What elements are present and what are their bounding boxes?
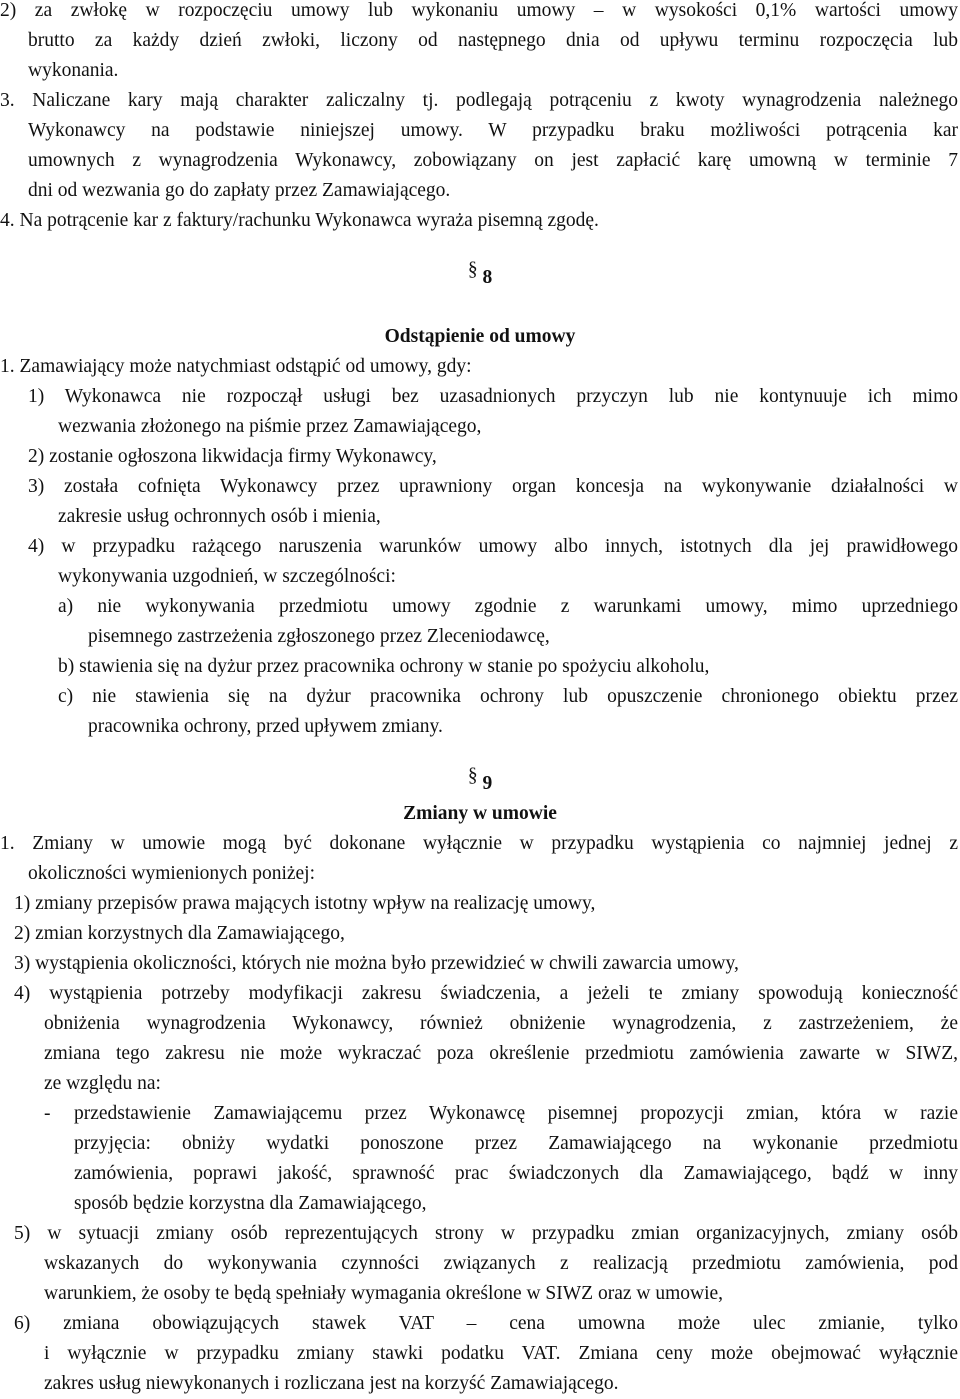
list-item: c) nie stawienia się na dyżur pracownika ochrony lub opuszczenie chronionego obiektu przez <box>58 686 958 707</box>
list-item: a) nie wykonywania przedmiotu umowy zgodnie z warunkami umowy, mimo uprzedniego <box>58 596 958 617</box>
list-item: 5) w sytuacji zmiany osób reprezentujących strony w przypadku zmian organizacyjnych, zmiany osób <box>14 1223 958 1244</box>
text-line: wezwania złożonego na piśmie przez Zamawiającego, <box>58 416 482 437</box>
text-line: 3. Naliczane kary mają charakter zaliczalny tj. podlegają potrąceniu z kwoty wynagrodzenia należnego <box>0 90 958 111</box>
dash-bullet: - <box>44 1103 51 1124</box>
text-line: 1. Zamawiający może natychmiast odstąpić od umowy, gdy: <box>0 356 472 377</box>
text-line: Wykonawcy na podstawie niniejszej umowy. W przypadku braku możliwości potrącenia kar <box>28 120 958 141</box>
text-line: brutto za każdy dzień zwłoki, liczony od następnego dnia od upływu terminu rozpoczęcia lub <box>28 30 958 51</box>
text-line: wykonywania uzgodnień, w szczególności: <box>58 566 396 587</box>
text-line: okoliczności wymienionych poniżej: <box>28 863 316 884</box>
list-item: 1) Wykonawca nie rozpoczął usługi bez uzasadnionych przyczyn lub nie kontynuuje ich mimo <box>28 386 958 407</box>
section-number-value: 8 <box>482 267 493 288</box>
section-number-value: 9 <box>482 773 493 794</box>
text-line: wykonania. <box>28 60 119 81</box>
text-line: i wyłącznie w przypadku zmiany stawki podatku VAT. Zmiana ceny może obejmować wyłącznie <box>44 1343 958 1364</box>
text-line: obniżenia wynagrodzenia Wykonawcy, również obniżenie wynagrodzenia, z zastrzeżeniem, że <box>44 1013 958 1034</box>
text-line: pisemnego zastrzeżenia zgłoszonego przez Zleceniodawcę, <box>88 626 550 647</box>
list-item: 4) w przypadku rażącego naruszenia warunków umowy albo innych, istotnych dla jej prawidłowego <box>28 536 958 557</box>
text-line: zmiana tego zakresu nie może wykraczać poza określenie przedmiotu zamówienia zawarte w SIWZ, <box>44 1043 958 1064</box>
section-symbol: § <box>467 765 478 786</box>
list-item: 4) wystąpienia potrzeby modyfikacji zakresu świadczenia, a jeżeli te zmiany spowodują konieczność <box>14 983 958 1004</box>
text-line: warunkiem, że osoby te będą spełniały wymagania określone w SIWZ oraz w umowie, <box>44 1283 724 1304</box>
text-line: dni od wezwania go do zapłaty przez Zamawiającego. <box>28 180 451 201</box>
text-line: sposób będzie korzystna dla Zamawiającego, <box>74 1193 427 1214</box>
list-item: b) stawienia się na dyżur przez pracownika ochrony w stanie po spożyciu alkoholu, <box>58 656 710 677</box>
text-line: 4. Na potrącenie kar z faktury/rachunku Wykonawca wyraża pisemną zgodę. <box>0 210 599 231</box>
text-line: zamówienia, poprawi jakość, sprawność prac świadczonych dla Zamawiającego, bądź w inny <box>74 1163 958 1184</box>
section-number <box>0 765 960 799</box>
list-item: 2) zmian korzystnych dla Zamawiającego, <box>14 923 345 944</box>
text-line: zakresie usług ochronnych osób i mienia, <box>58 506 381 527</box>
list-item: 1) zmiany przepisów prawa mających istotny wpływ na realizację umowy, <box>14 893 596 914</box>
text-line: 1. Zmiany w umowie mogą być dokonane wyłącznie w przypadku wystąpienia co najmniej jednej z <box>0 833 958 854</box>
text-line: przyjęcia: obniży wydatki ponoszone przez Zamawiającego na wykonanie przedmiotu <box>74 1133 958 1154</box>
section-title: Zmiany w umowie <box>403 803 557 824</box>
section-symbol: § <box>467 259 478 280</box>
text-line: 2) za zwłokę w rozpoczęciu umowy lub wykonaniu umowy – w wysokości 0,1% wartości umowy <box>0 0 958 21</box>
list-item: 3) wystąpienia okoliczności, których nie można było przewidzieć w chwili zawarcia umowy, <box>14 953 739 974</box>
text-line: pracownika ochrony, przed upływem zmiany. <box>88 716 443 737</box>
list-item: 2) zostanie ogłoszona likwidacja firmy Wykonawcy, <box>28 446 437 467</box>
text-line: wskazanych do wykonywania czynności związanych z realizacją przedmiotu zamówienia, pod <box>44 1253 958 1274</box>
list-item: przedstawienie Zamawiającemu przez Wykonawcę pisemnej propozycji zmian, która w razie <box>74 1103 958 1124</box>
text-line: ze względu na: <box>44 1073 161 1094</box>
section-title: Odstąpienie od umowy <box>384 326 576 347</box>
list-item: 3) została cofnięta Wykonawcy przez uprawniony organ koncesja na wykonywanie działalności w <box>28 476 958 497</box>
text-line: zakres usług niewykonanych i rozliczana jest na korzyść Zamawiającego. <box>44 1373 619 1394</box>
text-line: umownych z wynagrodzenia Wykonawcy, zobowiązany on jest zapłacić karę umowną w terminie 7 <box>28 150 958 171</box>
list-item: 6) zmiana obowiązujących stawek VAT – cena umowna może ulec zmianie, tylko <box>14 1313 958 1334</box>
section-number <box>0 259 960 293</box>
